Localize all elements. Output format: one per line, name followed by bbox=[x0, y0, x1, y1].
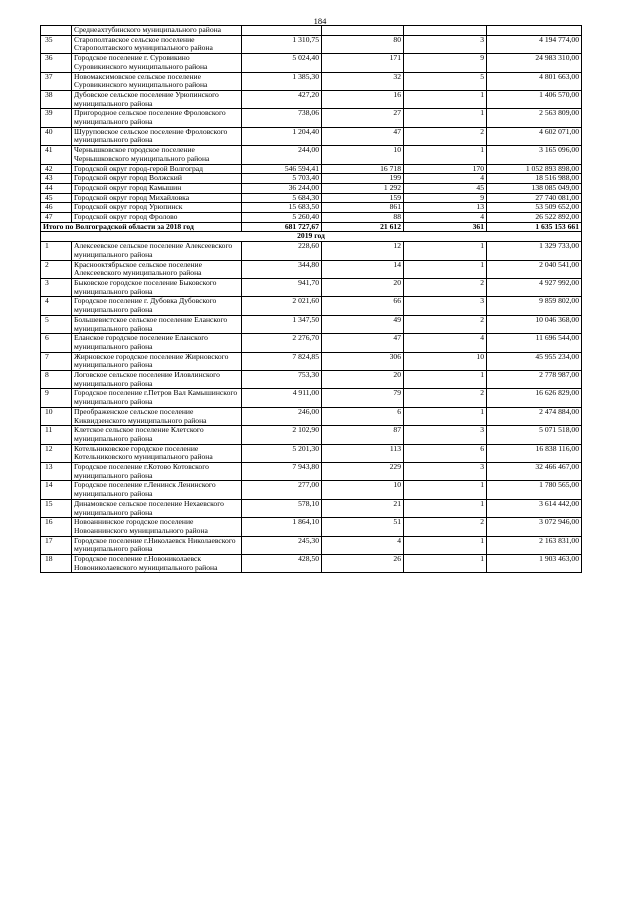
row-area: 1 864,10 bbox=[242, 518, 322, 536]
row-cost: 3 165 096,00 bbox=[487, 146, 582, 164]
row-houses: 6 bbox=[404, 444, 487, 462]
table-total-section bbox=[41, 222, 582, 241]
row-municipality-name: Городской округ город Камышин bbox=[72, 183, 242, 193]
row-number: 16 bbox=[41, 518, 72, 536]
row-residents: 10 bbox=[322, 146, 404, 164]
row-area: 738,06 bbox=[242, 109, 322, 127]
row-municipality-name: Дубовское сельское поселение Урюпинского муниципального района bbox=[72, 90, 242, 108]
resettlement-table bbox=[40, 25, 582, 573]
row-cost: 16 626 829,00 bbox=[487, 389, 582, 407]
row-number: 4 bbox=[41, 297, 72, 315]
row-municipality-name: Городское поселение г. Суровикино Суровикинского муниципального района bbox=[72, 54, 242, 72]
row-residents: 26 bbox=[322, 555, 404, 573]
row-area: 1 310,75 bbox=[242, 35, 322, 53]
row-cost: 4 194 774,00 bbox=[487, 35, 582, 53]
row-residents: 16 bbox=[322, 90, 404, 108]
row-houses: 10 bbox=[404, 352, 487, 370]
row-area: 5 024,40 bbox=[242, 54, 322, 72]
row-residents: 1 292 bbox=[322, 183, 404, 193]
table-row bbox=[41, 127, 582, 145]
row-number: 3 bbox=[41, 278, 72, 296]
row-residents: 32 bbox=[322, 72, 404, 90]
row-cost: 4 927 992,00 bbox=[487, 278, 582, 296]
row-houses bbox=[404, 26, 487, 36]
row-number: 5 bbox=[41, 315, 72, 333]
row-municipality-name: Краснооктябрьское сельское поселение Алексеевского муниципального района bbox=[72, 260, 242, 278]
row-houses: 1 bbox=[404, 146, 487, 164]
row-cost: 5 071 518,00 bbox=[487, 426, 582, 444]
table-row bbox=[41, 72, 582, 90]
row-houses: 1 bbox=[404, 90, 487, 108]
row-area: 578,10 bbox=[242, 499, 322, 517]
row-number: 12 bbox=[41, 444, 72, 462]
row-houses: 2 bbox=[404, 127, 487, 145]
row-area: 5 703,40 bbox=[242, 174, 322, 184]
row-number: 46 bbox=[41, 203, 72, 213]
row-area: 15 683,50 bbox=[242, 203, 322, 213]
row-number: 10 bbox=[41, 407, 72, 425]
row-municipality-name: Котельниковское городское поселение Котельниковского муниципального района bbox=[72, 444, 242, 462]
row-area: 5 201,30 bbox=[242, 444, 322, 462]
row-area: 428,50 bbox=[242, 555, 322, 573]
row-area bbox=[242, 26, 322, 36]
total-row-2018 bbox=[41, 222, 582, 232]
row-houses: 5 bbox=[404, 72, 487, 90]
row-residents: 47 bbox=[322, 127, 404, 145]
table-row bbox=[41, 389, 582, 407]
table-row bbox=[41, 426, 582, 444]
row-houses: 1 bbox=[404, 260, 487, 278]
row-cost: 11 696 544,00 bbox=[487, 334, 582, 352]
row-houses: 13 bbox=[404, 203, 487, 213]
row-area: 7 824,85 bbox=[242, 352, 322, 370]
row-houses: 2 bbox=[404, 278, 487, 296]
year-heading-row bbox=[41, 232, 582, 242]
row-municipality-name: Динамовское сельское поселение Нехаевского муниципального района bbox=[72, 499, 242, 517]
row-municipality-name: Пригородное сельское поселение Фроловского муниципального района bbox=[72, 109, 242, 127]
row-cost: 10 046 368,00 bbox=[487, 315, 582, 333]
row-residents: 80 bbox=[322, 35, 404, 53]
row-municipality-name: Новомаксимовское сельское поселение Суровикинского муниципального района bbox=[72, 72, 242, 90]
table-row bbox=[41, 297, 582, 315]
row-number: 45 bbox=[41, 193, 72, 203]
row-residents bbox=[322, 26, 404, 36]
table-row bbox=[41, 407, 582, 425]
row-area: 2 021,60 bbox=[242, 297, 322, 315]
table-row bbox=[41, 536, 582, 554]
row-number bbox=[41, 26, 72, 36]
total-houses: 361 bbox=[404, 222, 487, 232]
table-section-2018 bbox=[41, 26, 582, 223]
table-row bbox=[41, 555, 582, 573]
table-row bbox=[41, 444, 582, 462]
row-cost bbox=[487, 26, 582, 36]
row-houses: 4 bbox=[404, 334, 487, 352]
row-area: 546 594,41 bbox=[242, 164, 322, 174]
table-row bbox=[41, 35, 582, 53]
row-houses: 2 bbox=[404, 315, 487, 333]
row-cost: 138 085 049,00 bbox=[487, 183, 582, 193]
row-municipality-name: Среднеахтубинского муниципального района bbox=[72, 26, 242, 36]
row-residents: 199 bbox=[322, 174, 404, 184]
table-row bbox=[41, 334, 582, 352]
row-municipality-name: Старополтавское сельское поселение Старополтавского муниципального района bbox=[72, 35, 242, 53]
row-area: 4 911,00 bbox=[242, 389, 322, 407]
row-municipality-name: Алексеевское сельское поселение Алексеевского муниципального района bbox=[72, 242, 242, 260]
row-houses: 9 bbox=[404, 54, 487, 72]
row-residents: 20 bbox=[322, 278, 404, 296]
row-number: 44 bbox=[41, 183, 72, 193]
row-number: 9 bbox=[41, 389, 72, 407]
row-cost: 1 780 565,00 bbox=[487, 481, 582, 499]
row-area: 7 943,80 bbox=[242, 463, 322, 481]
page-number: 184 bbox=[313, 16, 327, 26]
row-residents: 20 bbox=[322, 371, 404, 389]
row-municipality-name: Городской округ город Волжский bbox=[72, 174, 242, 184]
row-area: 5 684,30 bbox=[242, 193, 322, 203]
row-residents: 6 bbox=[322, 407, 404, 425]
row-cost: 16 838 116,00 bbox=[487, 444, 582, 462]
row-houses: 2 bbox=[404, 518, 487, 536]
row-residents: 171 bbox=[322, 54, 404, 72]
row-municipality-name: Городское поселение г.Котово Котовского муниципального района bbox=[72, 463, 242, 481]
row-cost: 26 522 892,00 bbox=[487, 213, 582, 223]
row-houses: 2 bbox=[404, 389, 487, 407]
table-row bbox=[41, 90, 582, 108]
row-houses: 4 bbox=[404, 174, 487, 184]
row-number: 39 bbox=[41, 109, 72, 127]
row-cost: 2 040 541,00 bbox=[487, 260, 582, 278]
row-houses: 1 bbox=[404, 499, 487, 517]
row-residents: 16 718 bbox=[322, 164, 404, 174]
table-row bbox=[41, 352, 582, 370]
row-number: 2 bbox=[41, 260, 72, 278]
row-municipality-name: Логовское сельское поселение Иловлинского муниципального района bbox=[72, 371, 242, 389]
row-area: 344,80 bbox=[242, 260, 322, 278]
row-cost: 1 329 733,00 bbox=[487, 242, 582, 260]
row-residents: 306 bbox=[322, 352, 404, 370]
row-municipality-name: Городское поселение г.Николаевск Николаевского муниципального района bbox=[72, 536, 242, 554]
table-row bbox=[41, 109, 582, 127]
row-residents: 861 bbox=[322, 203, 404, 213]
row-number: 13 bbox=[41, 463, 72, 481]
row-number: 37 bbox=[41, 72, 72, 90]
table-row bbox=[41, 499, 582, 517]
row-area: 277,00 bbox=[242, 481, 322, 499]
row-cost: 27 740 081,00 bbox=[487, 193, 582, 203]
row-number: 38 bbox=[41, 90, 72, 108]
row-number: 43 bbox=[41, 174, 72, 184]
row-municipality-name: Еланское городское поселение Еланского муниципального района bbox=[72, 334, 242, 352]
row-municipality-name: Большевистское сельское поселение Еланского муниципального района bbox=[72, 315, 242, 333]
row-municipality-name: Городское поселение г.Ленинск Ленинского муниципального района bbox=[72, 481, 242, 499]
row-area: 753,30 bbox=[242, 371, 322, 389]
row-cost: 4 602 071,00 bbox=[487, 127, 582, 145]
row-municipality-name: Городское поселение г. Дубовка Дубовского муниципального района bbox=[72, 297, 242, 315]
row-houses: 3 bbox=[404, 297, 487, 315]
row-area: 1 385,30 bbox=[242, 72, 322, 90]
row-municipality-name: Городской округ город Фролово bbox=[72, 213, 242, 223]
total-cost: 1 635 153 661 bbox=[487, 222, 582, 232]
row-number: 8 bbox=[41, 371, 72, 389]
row-houses: 170 bbox=[404, 164, 487, 174]
row-cost: 45 955 234,00 bbox=[487, 352, 582, 370]
row-number: 40 bbox=[41, 127, 72, 145]
row-number: 15 bbox=[41, 499, 72, 517]
table-row bbox=[41, 315, 582, 333]
row-cost: 9 859 802,00 bbox=[487, 297, 582, 315]
row-cost: 2 563 809,00 bbox=[487, 109, 582, 127]
table-row bbox=[41, 193, 582, 203]
row-municipality-name: Преображенское сельское поселение Киквидзенского муниципального района bbox=[72, 407, 242, 425]
row-number: 14 bbox=[41, 481, 72, 499]
row-municipality-name: Городской округ город Урюпинск bbox=[72, 203, 242, 213]
row-municipality-name: Городское поселение г.Новониколаевск Новониколаевского муниципального района bbox=[72, 555, 242, 573]
row-cost: 2 474 884,00 bbox=[487, 407, 582, 425]
table-row bbox=[41, 174, 582, 184]
row-houses: 1 bbox=[404, 536, 487, 554]
year-heading: 2019 год bbox=[41, 232, 582, 242]
table-row bbox=[41, 54, 582, 72]
row-cost: 53 509 652,00 bbox=[487, 203, 582, 213]
table-row bbox=[41, 278, 582, 296]
row-houses: 1 bbox=[404, 109, 487, 127]
row-number: 11 bbox=[41, 426, 72, 444]
row-residents: 27 bbox=[322, 109, 404, 127]
row-area: 244,00 bbox=[242, 146, 322, 164]
row-houses: 45 bbox=[404, 183, 487, 193]
table-row bbox=[41, 26, 582, 36]
total-area: 681 727,67 bbox=[242, 222, 322, 232]
table-row bbox=[41, 260, 582, 278]
row-cost: 3 614 442,00 bbox=[487, 499, 582, 517]
row-residents: 4 bbox=[322, 536, 404, 554]
row-number: 36 bbox=[41, 54, 72, 72]
table-row bbox=[41, 481, 582, 499]
row-residents: 51 bbox=[322, 518, 404, 536]
row-houses: 1 bbox=[404, 407, 487, 425]
row-number: 17 bbox=[41, 536, 72, 554]
row-area: 2 102,90 bbox=[242, 426, 322, 444]
table-row bbox=[41, 242, 582, 260]
row-residents: 12 bbox=[322, 242, 404, 260]
row-area: 1 347,50 bbox=[242, 315, 322, 333]
row-residents: 66 bbox=[322, 297, 404, 315]
table-row bbox=[41, 203, 582, 213]
row-municipality-name: Городской округ город Михайловка bbox=[72, 193, 242, 203]
table-row bbox=[41, 146, 582, 164]
row-houses: 3 bbox=[404, 35, 487, 53]
row-residents: 79 bbox=[322, 389, 404, 407]
row-residents: 229 bbox=[322, 463, 404, 481]
row-residents: 87 bbox=[322, 426, 404, 444]
table-row bbox=[41, 518, 582, 536]
row-area: 1 204,40 bbox=[242, 127, 322, 145]
row-residents: 113 bbox=[322, 444, 404, 462]
row-cost: 1 903 463,00 bbox=[487, 555, 582, 573]
table-row bbox=[41, 213, 582, 223]
row-houses: 1 bbox=[404, 481, 487, 499]
row-cost: 32 466 467,00 bbox=[487, 463, 582, 481]
row-cost: 4 801 663,00 bbox=[487, 72, 582, 90]
row-houses: 4 bbox=[404, 213, 487, 223]
row-area: 246,00 bbox=[242, 407, 322, 425]
row-area: 245,30 bbox=[242, 536, 322, 554]
row-number: 18 bbox=[41, 555, 72, 573]
row-cost: 2 163 831,00 bbox=[487, 536, 582, 554]
row-municipality-name: Жирновское городское поселение Жирновского муниципального района bbox=[72, 352, 242, 370]
row-cost: 3 072 946,00 bbox=[487, 518, 582, 536]
row-municipality-name: Новоаннинское городское поселение Новоаннинского муниципального района bbox=[72, 518, 242, 536]
row-number: 1 bbox=[41, 242, 72, 260]
row-area: 228,60 bbox=[242, 242, 322, 260]
table-row bbox=[41, 371, 582, 389]
row-houses: 3 bbox=[404, 463, 487, 481]
row-residents: 14 bbox=[322, 260, 404, 278]
row-area: 36 244,00 bbox=[242, 183, 322, 193]
row-residents: 10 bbox=[322, 481, 404, 499]
row-area: 5 260,40 bbox=[242, 213, 322, 223]
row-area: 427,20 bbox=[242, 90, 322, 108]
row-municipality-name: Быковское городское поселение Быковского муниципального района bbox=[72, 278, 242, 296]
row-cost: 1 406 570,00 bbox=[487, 90, 582, 108]
row-cost: 24 983 310,00 bbox=[487, 54, 582, 72]
table-row bbox=[41, 463, 582, 481]
total-people: 21 612 bbox=[322, 222, 404, 232]
row-residents: 88 bbox=[322, 213, 404, 223]
row-number: 7 bbox=[41, 352, 72, 370]
row-houses: 1 bbox=[404, 371, 487, 389]
row-number: 47 bbox=[41, 213, 72, 223]
row-municipality-name: Шуруповское сельское поселение Фроловского муниципального района bbox=[72, 127, 242, 145]
row-residents: 21 bbox=[322, 499, 404, 517]
row-cost: 18 516 988,00 bbox=[487, 174, 582, 184]
row-houses: 1 bbox=[404, 555, 487, 573]
row-houses: 1 bbox=[404, 242, 487, 260]
row-municipality-name: Городской округ город-герой Волгоград bbox=[72, 164, 242, 174]
row-municipality-name: Городское поселение г.Петров Вал Камышинского муниципального района bbox=[72, 389, 242, 407]
table-section-2019 bbox=[41, 242, 582, 573]
row-number: 41 bbox=[41, 146, 72, 164]
row-number: 35 bbox=[41, 35, 72, 53]
row-houses: 3 bbox=[404, 426, 487, 444]
total-label: Итого по Волгоградской области за 2018 год bbox=[41, 222, 242, 232]
row-number: 6 bbox=[41, 334, 72, 352]
row-area: 941,70 bbox=[242, 278, 322, 296]
row-residents: 47 bbox=[322, 334, 404, 352]
row-number: 42 bbox=[41, 164, 72, 174]
row-residents: 49 bbox=[322, 315, 404, 333]
row-municipality-name: Клетское сельское поселение Клетского муниципального района bbox=[72, 426, 242, 444]
row-residents: 159 bbox=[322, 193, 404, 203]
row-cost: 2 778 987,00 bbox=[487, 371, 582, 389]
table-row bbox=[41, 183, 582, 193]
table-row bbox=[41, 164, 582, 174]
row-municipality-name: Чернышковское городское поселение Чернышковского муниципального района bbox=[72, 146, 242, 164]
row-cost: 1 052 893 898,00 bbox=[487, 164, 582, 174]
row-area: 2 276,70 bbox=[242, 334, 322, 352]
row-houses: 9 bbox=[404, 193, 487, 203]
